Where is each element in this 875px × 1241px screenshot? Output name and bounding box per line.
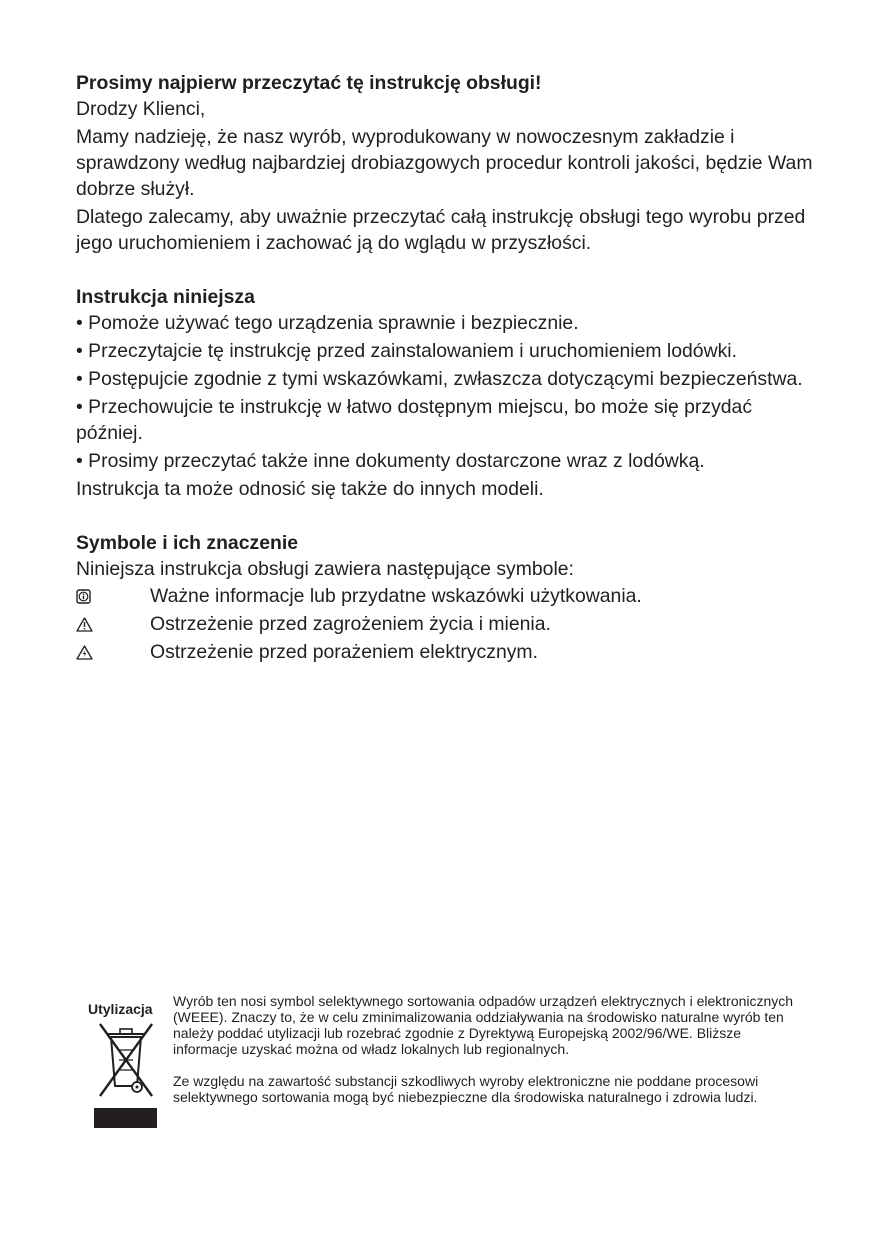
intro-paragraph-2: Dlatego zalecamy, aby uważnie przeczytać całą instrukcję obsługi tego wyrobu przed jego uruchomieniem i zachować ją do wglądu w przyszłości. (76, 206, 806, 254)
manual-bullet: • Pomoże używać tego urządzenia sprawnie i bezpiecznie. (76, 312, 579, 334)
info-icon (76, 589, 150, 604)
manual-heading: Instrukcja niniejsza (76, 286, 255, 308)
intro-heading: Prosimy najpierw przeczytać tę instrukcję obsługi! (76, 72, 542, 94)
symbol-row-warning (76, 610, 816, 638)
symbol-text: Ważne informacje lub przydatne wskazówki użytkowania. (150, 585, 642, 607)
disposal-black-bar (94, 1108, 157, 1128)
main-content (76, 70, 816, 666)
disposal-text (173, 993, 803, 1105)
manual-bullet: • Przechowujcie te instrukcję w łatwo dostępnym miejscu, bo może się przydać później. (76, 396, 753, 444)
intro-paragraph-1: Mamy nadzieję, że nasz wyrób, wyprodukowany w nowoczesnym zakładzie i sprawdzony według najbardziej drobiazgowych procedur kontroli jakości, będzie Wam dobrze służył. (76, 126, 813, 200)
manual-bullet: • Przeczytajcie tę instrukcję przed zainstalowaniem i uruchomieniem lodówki. (76, 340, 737, 362)
disposal-paragraph-2: Ze względu na zawartość substancji szkodliwych wyroby elektroniczne nie poddane procesowi selektywnego sortowania mogą być niebezpieczne dla środowiska naturalnego i zdrowia ludzi. (173, 1073, 759, 1105)
warning-triangle-icon (76, 617, 150, 632)
intro-greeting: Drodzy Klienci, (76, 98, 206, 120)
symbols-intro: Niniejsza instrukcja obsługi zawiera następujące symbole: (76, 558, 574, 580)
manual-bullet: • Postępujcie zgodnie z tymi wskazówkami, zwłaszcza dotyczącymi bezpieczeństwa. (76, 368, 803, 390)
symbol-row-electric-warning (76, 638, 816, 666)
disposal-label: Utylizacja (88, 1001, 153, 1017)
symbol-text: Ostrzeżenie przed porażeniem elektrycznym. (150, 641, 538, 663)
symbol-text: Ostrzeżenie przed zagrożeniem życia i mienia. (150, 613, 551, 635)
symbols-heading: Symbole i ich znaczenie (76, 532, 298, 554)
manual-bullet: • Prosimy przeczytać także inne dokumenty dostarczone wraz z lodówką. (76, 450, 705, 472)
crossed-out-bin-icon (96, 1020, 156, 1107)
warning-triangle-icon (76, 645, 150, 660)
manual-note: Instrukcja ta może odnosić się także do innych modeli. (76, 478, 544, 500)
symbol-row-info (76, 582, 816, 610)
disposal-paragraph-1: Wyrób ten nosi symbol selektywnego sortowania odpadów urządzeń elektrycznych i elektronicznych (WEEE). Znaczy to, że w celu zminimalizowania oddziaływania na środowisko naturalne wyrób ten należy poddać utylizacji lub rozebrać zgodnie z Dyrektywą Europejską 2002/96/WE. Bliższe informacje uzyskać można od władz lokalnych lub regionalnych. (173, 993, 794, 1057)
